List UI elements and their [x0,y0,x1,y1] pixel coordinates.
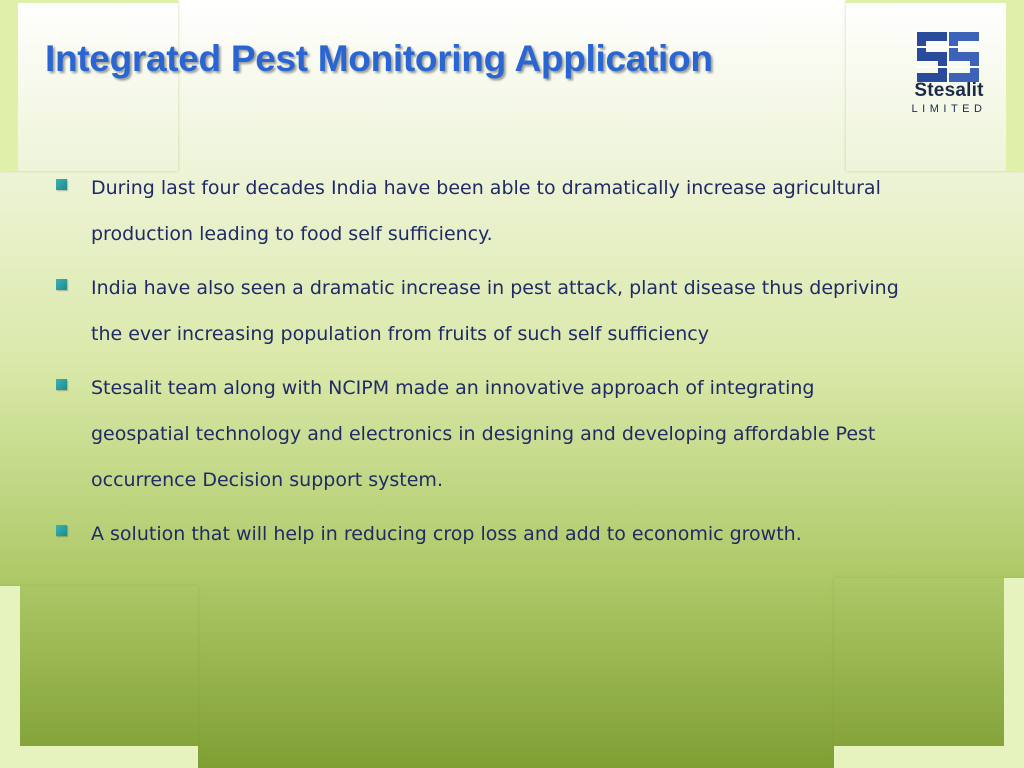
square-bullet-icon [56,279,67,290]
bullet-item [55,265,915,357]
square-bullet-icon [56,525,67,536]
slide-title: Integrated Pest Monitoring Application [45,38,713,79]
logo-company-name: Stesalit [914,80,984,101]
corner-frame-bottom-right [834,578,1024,768]
bullet-text: India have also seen a dramatic increase in pest attack, plant disease thus depriving the ever increasing population from fruits of such self sufficiency [91,277,899,345]
logo-company-subtitle: LIMITED [911,103,987,115]
bullet-list [55,165,915,565]
company-logo [897,32,1001,118]
corner-frame-top-left [0,0,178,171]
bullet-text: A solution that will help in reducing crop loss and add to economic growth. [91,523,802,545]
stesalit-logo-icon [917,32,979,82]
bullet-text: Stesalit team along with NCIPM made an innovative approach of integrating geospatial technology and electronics in designing and developing affordable Pest occurrence Decision support system. [91,377,876,491]
bullet-text: During last four decades India have been able to dramatically increase agricultural production leading to food self sufficiency. [91,177,881,245]
corner-frame-bottom-left [0,586,198,768]
bullet-item [55,365,915,503]
square-bullet-icon [56,379,67,390]
bullet-item [55,511,915,557]
square-bullet-icon [56,179,67,190]
bullet-item [55,165,915,257]
